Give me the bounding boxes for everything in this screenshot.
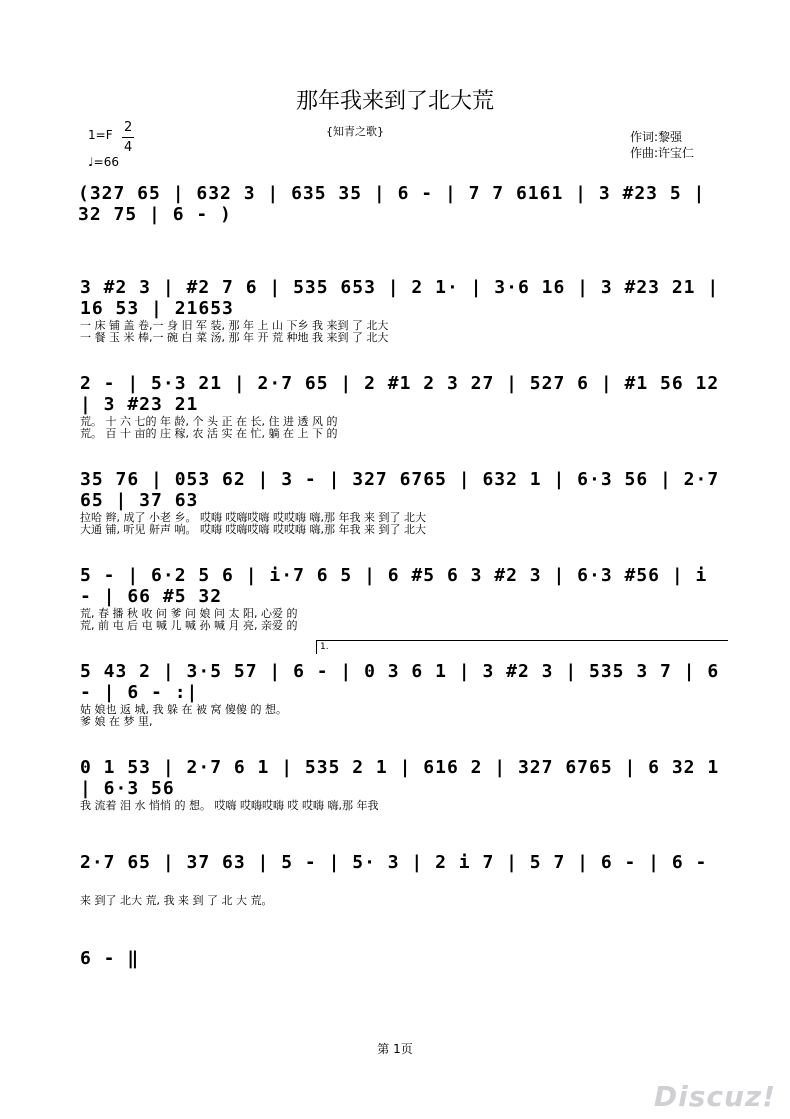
time-signature-bottom: 4 <box>124 140 133 155</box>
lyric-verse-1: 我 流着 泪 水 悄悄 的 想。 哎嗨 哎嗨哎嗨 哎 哎嗨 嗨,那 年我 <box>80 799 379 812</box>
composer-credit: 作曲:许宝仁 <box>630 146 695 160</box>
lyric-verse-1: 来 到了 北大 荒, 我 来 到 了 北 大 荒。 <box>80 894 273 907</box>
notation-row: 5 43 2 | 3·5 57 | 6 - | 0 3 6 1 | 3 #2 3 | 535 3 7 | 6 - | 6 - :| <box>80 661 720 703</box>
notation-row: 3 #2 3 | #2 7 6 | 535 653 | 2 1· | 3·6 16 | 3 #23 21 | 16 53 | 21653 <box>80 277 720 319</box>
notation-row: 2 - | 5·3 21 | 2·7 65 | 2 #1 2 3 27 | 527 6 | #1 56 12 | 3 #23 21 <box>80 373 720 415</box>
lyric-verse-1: 拉哈 辫, 成了 小老 乡。 哎嗨 哎嗨哎嗨 哎哎嗨 嗨,那 年我 来 到了 北大 <box>80 511 426 524</box>
time-signature-line <box>122 137 134 138</box>
lyric-verse-2: 一 餐 玉 米 棒,一 碗 白 菜 汤, 那 年 开 荒 种地 我 来到 了 北大 <box>80 331 389 344</box>
lyricist-credit: 作词:黎强 <box>630 130 683 144</box>
lyric-verse-2: 荒。 百 十 亩的 庄 稼, 农 活 实 在 忙, 躺 在 上 下 的 <box>80 427 338 440</box>
tempo-marking: ♩=66 <box>88 155 119 169</box>
lyric-verse-1: 姑 娘也 返 城, 我 躲 在 被 窝 傻傻 的 想。 <box>80 703 287 716</box>
notation-row: 5 - | 6·2 5 6 | i·7 6 5 | 6 #5 6 3 #2 3 | 6·3 #56 | i - | 66 #5 32 <box>80 565 708 607</box>
volta-label: 1. <box>320 642 329 652</box>
lyric-verse-2: 爹 娘 在 梦 里, <box>80 715 153 728</box>
notation-row: (327 65 | 632 3 | 635 35 | 6 - | 7 7 6161 | 3 #23 5 | 32 75 | 6 - ) <box>78 183 706 225</box>
notation-row: 6 - ‖ <box>80 948 140 969</box>
key-signature: 1=F <box>88 128 113 142</box>
volta-bracket-edge <box>316 640 317 654</box>
lyric-verse-2: 大通 铺, 听见 鼾声 响。 哎嗨 哎嗨哎嗨 哎哎嗨 嗨,那 年我 来 到了 北大 <box>80 523 426 536</box>
watermark-logo: Discuz! <box>653 1080 776 1113</box>
page-number: 第 1页 <box>377 1042 413 1056</box>
volta-bracket <box>316 640 728 641</box>
song-subtitle: {知青之歌} <box>326 125 384 138</box>
lyric-verse-1: 一 床 铺 盖 卷,一 身 旧 军 装, 那 年 上 山 下乡 我 来到 了 北大 <box>80 319 389 332</box>
lyric-verse-2: 荒, 前 屯 后 屯 喊 儿 喊 孙 喊 月 亮, 亲爱 的 <box>80 619 298 632</box>
notation-row: 35 76 | 053 62 | 3 - | 327 6765 | 632 1 | 6·3 56 | 2·7 65 | 37 63 <box>80 469 720 511</box>
time-signature-top: 2 <box>124 120 133 135</box>
notation-row: 2·7 65 | 37 63 | 5 - | 5· 3 | 2 i 7 | 5 7 | 6 - | 6 - <box>80 852 708 873</box>
lyric-verse-1: 荒, 春 播 秋 收 问 爹 问 娘 问 太 阳, 心爱 的 <box>80 607 298 620</box>
lyric-verse-1: 荒。 十 六 七的 年 龄, 个 头 正 在 长, 住 进 透 风 的 <box>80 415 338 428</box>
notation-row: 0 1 53 | 2·7 6 1 | 535 2 1 | 616 2 | 327 6765 | 6 32 1 | 6·3 56 <box>80 757 720 799</box>
song-title: 那年我来到了北大荒 <box>295 89 494 114</box>
